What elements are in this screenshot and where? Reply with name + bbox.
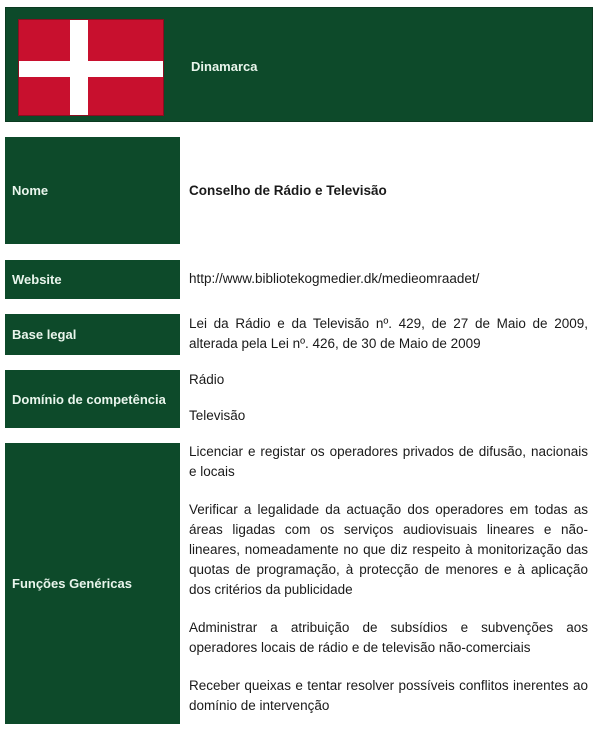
country-name: Dinamarca xyxy=(191,59,258,74)
website-link[interactable]: http://www.bibliotekogmedier.dk/medieomraadet/ xyxy=(189,271,480,286)
funcao-item: Licenciar e registar os operadores privados de difusão, nacionais e locais xyxy=(189,444,588,479)
nome-label: Nome xyxy=(5,137,180,244)
funcao-item: Administrar a atribuição de subsídios e subvenções aos operadores locais de rádio e de televisão não-comerciais xyxy=(189,620,588,655)
base-legal-value: Lei da Rádio e da Televisão nº. 429, de 27 de Maio de 2009, alterada pela Lei nº. 426, de 30 de Maio de 2009 xyxy=(189,316,588,351)
flag-cross-horizontal xyxy=(19,61,163,77)
funcoes-label: Funções Genéricas xyxy=(5,443,180,724)
base-legal-label: Base legal xyxy=(5,314,180,355)
nome-value: Conselho de Rádio e Televisão xyxy=(189,183,387,198)
funcoes-value xyxy=(189,442,588,734)
funcao-item: Verificar a legalidade da actuação dos operadores em todas as áreas ligadas com os serviços audiovisuais lineares e não-lineares, nomeadamente no que diz respeito à monitorização das quotas de programação, à protecção de menores e à aplicação dos critérios da publicidade xyxy=(189,502,588,597)
dominio-label: Domínio de competência xyxy=(5,370,180,428)
website-label: Website xyxy=(5,260,180,299)
dominio-item: Rádio xyxy=(189,372,225,387)
dominio-item: Televisão xyxy=(189,408,246,423)
funcao-item: Receber queixas e tentar resolver possíveis conflitos inerentes ao domínio de intervenção xyxy=(189,678,588,713)
denmark-flag-icon xyxy=(18,19,164,116)
country-header xyxy=(5,7,593,122)
dominio-value xyxy=(189,370,588,442)
